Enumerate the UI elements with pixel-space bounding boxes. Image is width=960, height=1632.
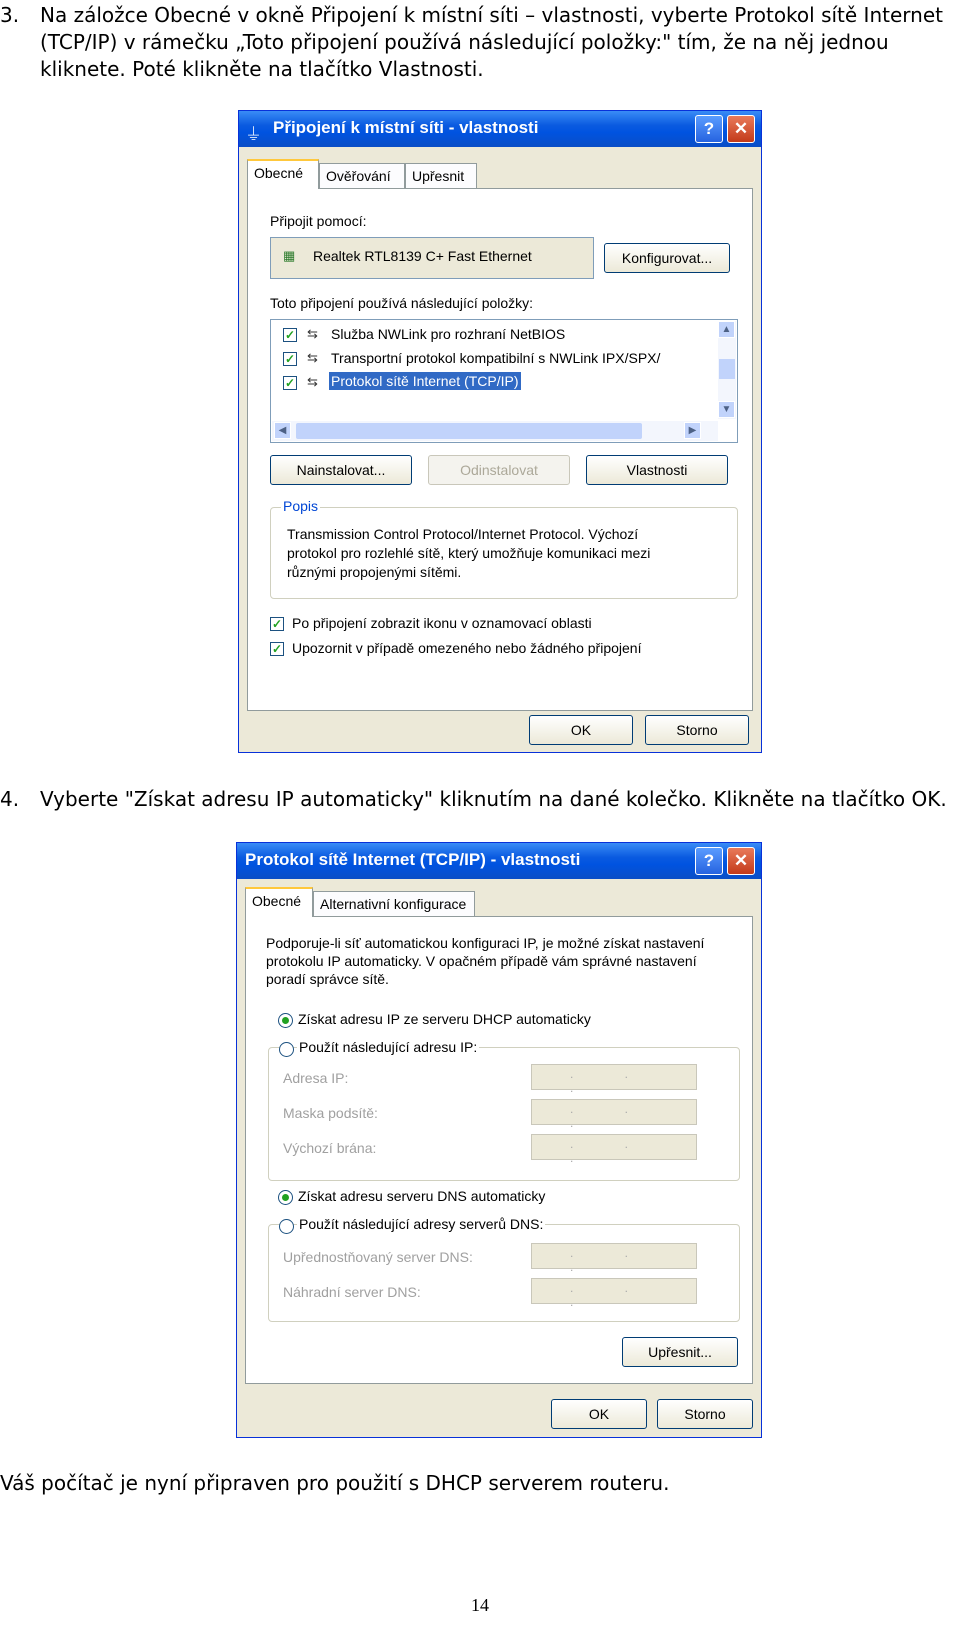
intro-line: protokolu IP automaticky. V opačném případě vám správné nastavení [266, 953, 697, 969]
configure-button[interactable]: Konfigurovat... [604, 243, 730, 273]
list-item[interactable]: Transportní protokol kompatibilní s NWLink IPX/SPX/ [331, 350, 661, 366]
intro-line: Podporuje-li síť automatickou konfiguraci IP, je možné získat nastavení [266, 935, 705, 951]
horizontal-scrollbar[interactable] [272, 421, 718, 441]
scroll-arrow-icon[interactable]: ▼ [718, 401, 735, 418]
intro-line: poradí správce sítě. [266, 971, 389, 987]
ok-button[interactable]: OK [551, 1399, 647, 1429]
manual-dns-group [268, 1216, 740, 1322]
description-line: různými propojenými sítěmi. [287, 564, 462, 580]
title-bar [237, 843, 761, 879]
scroll-arrow-icon[interactable]: ▶ [684, 422, 701, 439]
tab-advanced[interactable]: Upřesnit [405, 163, 477, 189]
page-number: 14 [471, 1595, 489, 1615]
auto-dns-radio[interactable] [278, 1190, 293, 1205]
step3-line3: kliknete. Poté klikněte na tlačítko Vlastnosti. [40, 57, 484, 81]
general-panel [247, 188, 753, 711]
ip-address-field [531, 1064, 697, 1090]
items-label: Toto připojení používá následující položky: [270, 295, 534, 311]
tab-general[interactable]: Obecné [247, 159, 319, 189]
preferred-dns-field [531, 1243, 697, 1269]
install-button[interactable]: Nainstalovat... [270, 455, 412, 485]
notify-checkbox[interactable]: ✓ [271, 642, 283, 656]
help-icon[interactable]: ? [695, 847, 723, 875]
network-component-icon: ⇆ [307, 374, 318, 389]
network-adapter-icon: ▦ [283, 248, 296, 263]
gateway-field [531, 1134, 697, 1160]
list-item-selected[interactable]: Protokol sítě Internet (TCP/IP) [331, 373, 519, 389]
preferred-dns-label: Upřednostňovaný server DNS: [283, 1249, 473, 1265]
alternate-dns-field [531, 1278, 697, 1304]
notify-label: Upozornit v případě omezeného nebo žádného připojení [292, 640, 642, 656]
scroll-arrow-icon[interactable]: ▲ [718, 321, 735, 338]
network-component-icon: ⇆ [307, 326, 318, 341]
help-icon[interactable]: ? [695, 115, 723, 143]
network-component-icon: ⇆ [307, 350, 318, 365]
footer-text: Váš počítač je nyní připraven pro použití s DHCP serverem routeru. [0, 1471, 670, 1495]
tab-alternate-config[interactable]: Alternativní konfigurace [313, 891, 475, 917]
step4-number: 4. [0, 787, 20, 811]
auto-ip-label: Získat adresu IP ze serveru DHCP automaticky [298, 1011, 591, 1027]
dialog-title: Protokol sítě Internet (TCP/IP) - vlastnosti [245, 850, 581, 869]
adapter-name: Realtek RTL8139 C+ Fast Ethernet [313, 248, 532, 264]
description-line: Transmission Control Protocol/Internet Protocol. Výchozí [287, 526, 639, 542]
cancel-button[interactable]: Storno [645, 715, 749, 745]
manual-dns-radio[interactable] [279, 1219, 294, 1234]
advanced-button[interactable]: Upřesnit... [622, 1337, 738, 1367]
scroll-thumb[interactable] [296, 423, 642, 439]
vertical-scrollbar[interactable] [718, 321, 736, 419]
subnet-mask-label: Maska podsítě: [283, 1105, 378, 1121]
manual-ip-label: Použít následující adresu IP: [299, 1039, 478, 1055]
subnet-mask-field [531, 1099, 697, 1125]
adapter-box [270, 237, 594, 279]
item-checkbox-3[interactable]: ✓ [284, 376, 296, 390]
manual-ip-group [268, 1039, 740, 1181]
cancel-button[interactable]: Storno [657, 1399, 753, 1429]
title-bar [239, 111, 761, 147]
lan-properties-dialog [238, 110, 762, 753]
description-group-label: Popis [283, 498, 319, 514]
tab-general[interactable]: Obecné [245, 887, 313, 917]
step4-text: Vyberte "Získat adresu IP automaticky" kliknutím na dané kolečko. Klikněte na tlačítko OK. [40, 787, 947, 811]
general-panel [245, 916, 753, 1384]
show-icon-label: Po připojení zobrazit ikonu v oznamovací oblasti [292, 615, 592, 631]
show-icon-checkbox[interactable]: ✓ [271, 617, 283, 631]
manual-ip-radio[interactable] [279, 1042, 294, 1057]
item-checkbox-1[interactable]: ✓ [284, 328, 296, 342]
components-list[interactable] [270, 319, 738, 443]
connect-using-label: Připojit pomocí: [270, 213, 367, 229]
uninstall-button: Odinstalovat [428, 455, 570, 485]
list-item[interactable]: Služba NWLink pro rozhraní NetBIOS [331, 326, 566, 342]
auto-ip-radio[interactable] [278, 1013, 293, 1028]
tab-authentication[interactable]: Ověřování [319, 163, 405, 189]
close-icon[interactable]: ✕ [727, 847, 755, 875]
ip-address-label: Adresa IP: [283, 1070, 349, 1086]
close-icon[interactable]: ✕ [727, 115, 755, 143]
description-line: protokol pro rozlehlé sítě, který umožňuje komunikaci mezi [287, 545, 651, 561]
properties-button[interactable]: Vlastnosti [586, 455, 728, 485]
scroll-arrow-icon[interactable]: ◀ [274, 422, 291, 439]
ok-button[interactable]: OK [529, 715, 633, 745]
manual-dns-label: Použít následující adresy serverů DNS: [299, 1216, 544, 1232]
step3-line1: Na záložce Obecné v okně Připojení k místní síti – vlastnosti, vyberte Protokol sítě Internet [40, 3, 943, 27]
network-icon: ⏚ [245, 125, 262, 144]
step4-paragraph [0, 786, 947, 813]
auto-dns-label: Získat adresu serveru DNS automaticky [298, 1188, 546, 1204]
description-group [270, 498, 738, 599]
step3-number: 3. [0, 3, 20, 27]
step3-paragraph [0, 2, 943, 83]
item-checkbox-2[interactable]: ✓ [284, 352, 296, 366]
alternate-dns-label: Náhradní server DNS: [283, 1284, 421, 1300]
tcpip-properties-dialog [236, 842, 762, 1438]
scroll-thumb[interactable] [719, 359, 735, 379]
step3-line2: (TCP/IP) v rámečku „Toto připojení používá následující položky:" tím, že na něj jednou [40, 30, 889, 54]
dialog-title: Připojení k místní síti - vlastnosti [273, 118, 539, 137]
gateway-label: Výchozí brána: [283, 1140, 377, 1156]
